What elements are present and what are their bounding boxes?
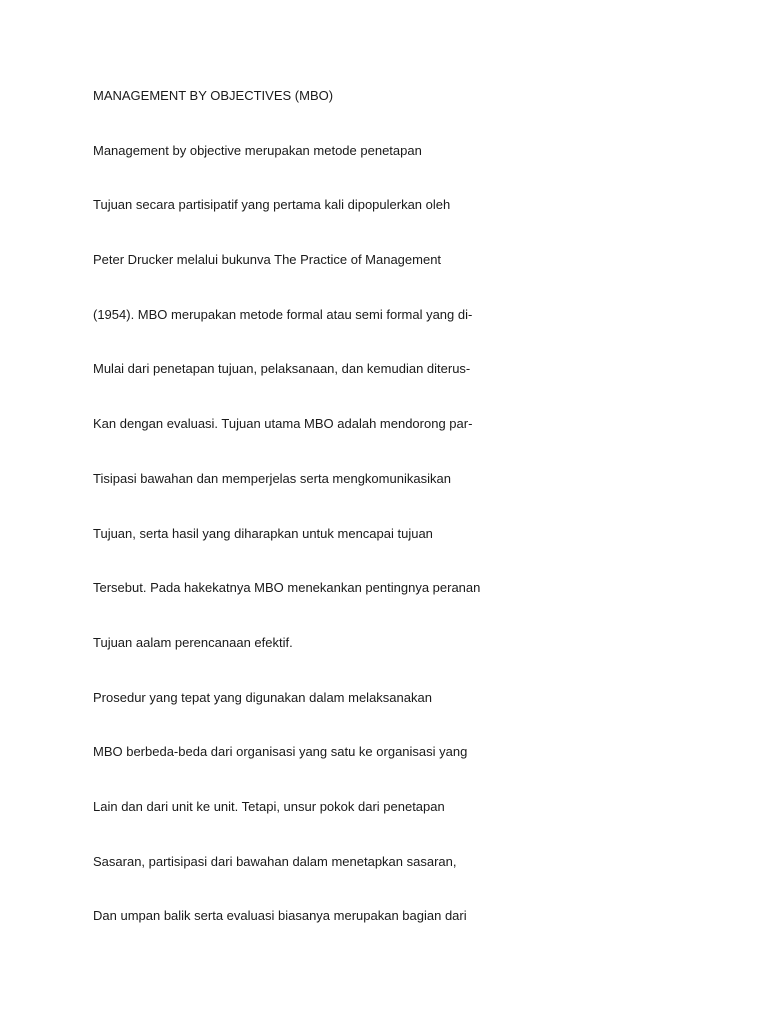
text-line: Lain dan dari unit ke unit. Tetapi, unsur pokok dari penetapan [93,798,445,814]
text-line: Management by objective merupakan metode penetapan [93,142,422,158]
text-line: (1954). MBO merupakan metode formal atau semi formal yang di- [93,306,473,322]
text-line: Prosedur yang tepat yang digunakan dalam melaksanakan [93,689,432,705]
text-line: Sasaran, partisipasi dari bawahan dalam menetapkan sasaran, [93,853,457,869]
text-line: MBO berbeda-beda dari organisasi yang satu ke organisasi yang [93,744,468,760]
text-line: Tersebut. Pada hakekatnya MBO menekankan pentingnya peranan [93,580,481,596]
text-line: Mulai dari penetapan tujuan, pelaksanaan, dan kemudian diterus- [93,361,471,377]
document-title: MANAGEMENT BY OBJECTIVES (MBO) [93,88,334,103]
text-line: Tujuan, serta hasil yang diharapkan untuk mencapai tujuan [93,525,433,541]
document-body [93,86,733,961]
text-line: Dan umpan balik serta evaluasi biasanya merupakan bagian dari [93,908,467,924]
text-line: Tujuan aalam perencanaan efektif. [93,634,293,650]
text-line: Tujuan secara partisipatif yang pertama kali dipopulerkan oleh [93,197,451,213]
text-line: Tisipasi bawahan dan memperjelas serta mengkomunikasikan [93,470,451,486]
text-line: Kan dengan evaluasi. Tujuan utama MBO adalah mendorong par- [93,416,473,432]
text-line: Peter Drucker melalui bukunva The Practice of Management [93,252,442,268]
